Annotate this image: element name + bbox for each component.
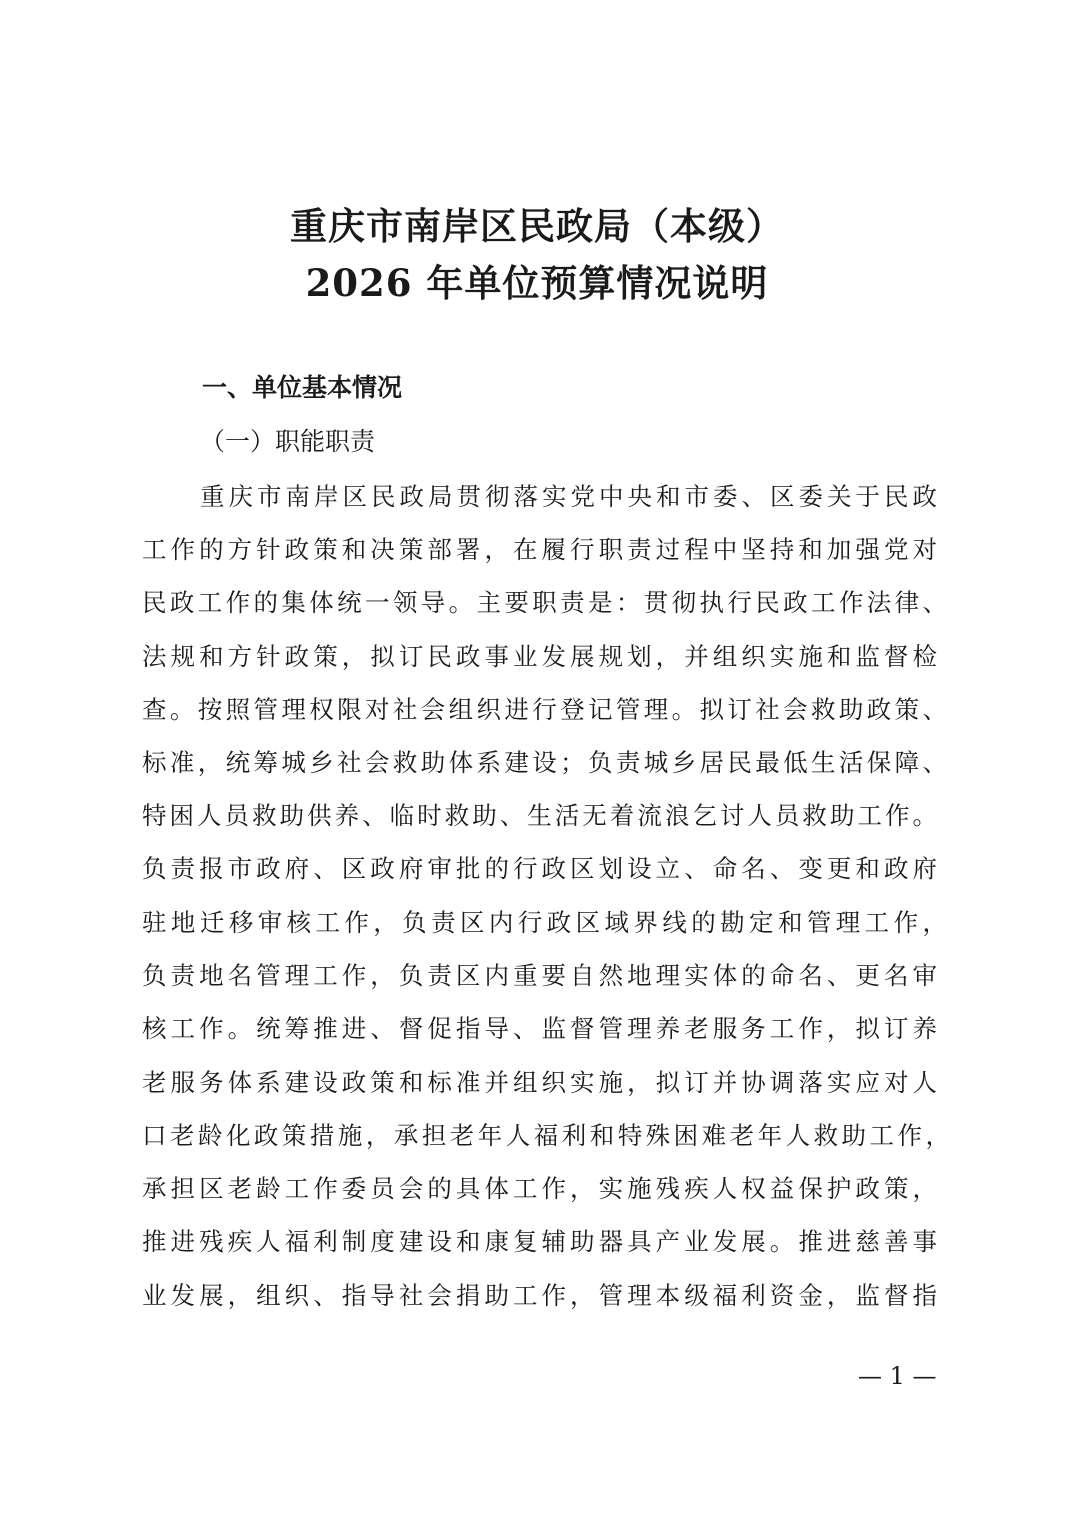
body-line: 特困人员救助供养、临时救助、生活无着流浪乞讨人员救助工作。 [142, 801, 937, 830]
body-line: 驻地迁移审核工作，负责区内行政区域界线的勘定和管理工作， [142, 908, 947, 937]
page-number: — 1 — [858, 1362, 937, 1390]
body-line: 业发展，组织、指导社会捐助工作，管理本级福利资金，监督指 [142, 1281, 937, 1310]
body-line: 法规和方针政策，拟订民政事业发展规划，并组织实施和监督检 [142, 642, 937, 671]
body-line: 核工作。统筹推进、督促指导、监督管理养老服务工作，拟订养 [142, 1014, 937, 1043]
body-line: 工作的方针政策和决策部署，在履行职责过程中坚持和加强党对 [142, 535, 937, 564]
subsection-heading: （一）职能职责 [200, 427, 376, 456]
body-line: 负责报市政府、区政府审批的行政区划设立、命名、变更和政府 [142, 854, 937, 883]
body-line: 民政工作的集体统一领导。主要职责是：贯彻执行民政工作法律、 [142, 588, 947, 617]
document-title-line-2: 2026 年单位预算情况说明 [305, 261, 769, 305]
body-line: 口老龄化政策措施，承担老年人福利和特殊困难老年人救助工作， [142, 1121, 950, 1150]
body-line: 推进残疾人福利制度建设和康复辅助器具产业发展。推进慈善事 [142, 1227, 937, 1256]
body-line: 负责地名管理工作，负责区内重要自然地理实体的命名、更名审 [142, 961, 937, 990]
section-heading: 一、单位基本情况 [202, 373, 403, 402]
body-line: 重庆市南岸区民政局贯彻落实党中央和市委、区委关于民政 [200, 482, 937, 511]
body-line: 标准，统筹城乡社会救助体系建设；负责城乡居民最低生活保障、 [142, 748, 947, 777]
body-line: 老服务体系建设政策和标准并组织实施，拟订并协调落实应对人 [142, 1068, 937, 1097]
document-title-line-1: 重庆市南岸区民政局（本级） [290, 204, 784, 248]
body-line: 承担区老龄工作委员会的具体工作，实施残疾人权益保护政策， [142, 1174, 937, 1203]
body-line: 查。按照管理权限对社会组织进行登记管理。拟订社会救助政策、 [142, 695, 947, 724]
